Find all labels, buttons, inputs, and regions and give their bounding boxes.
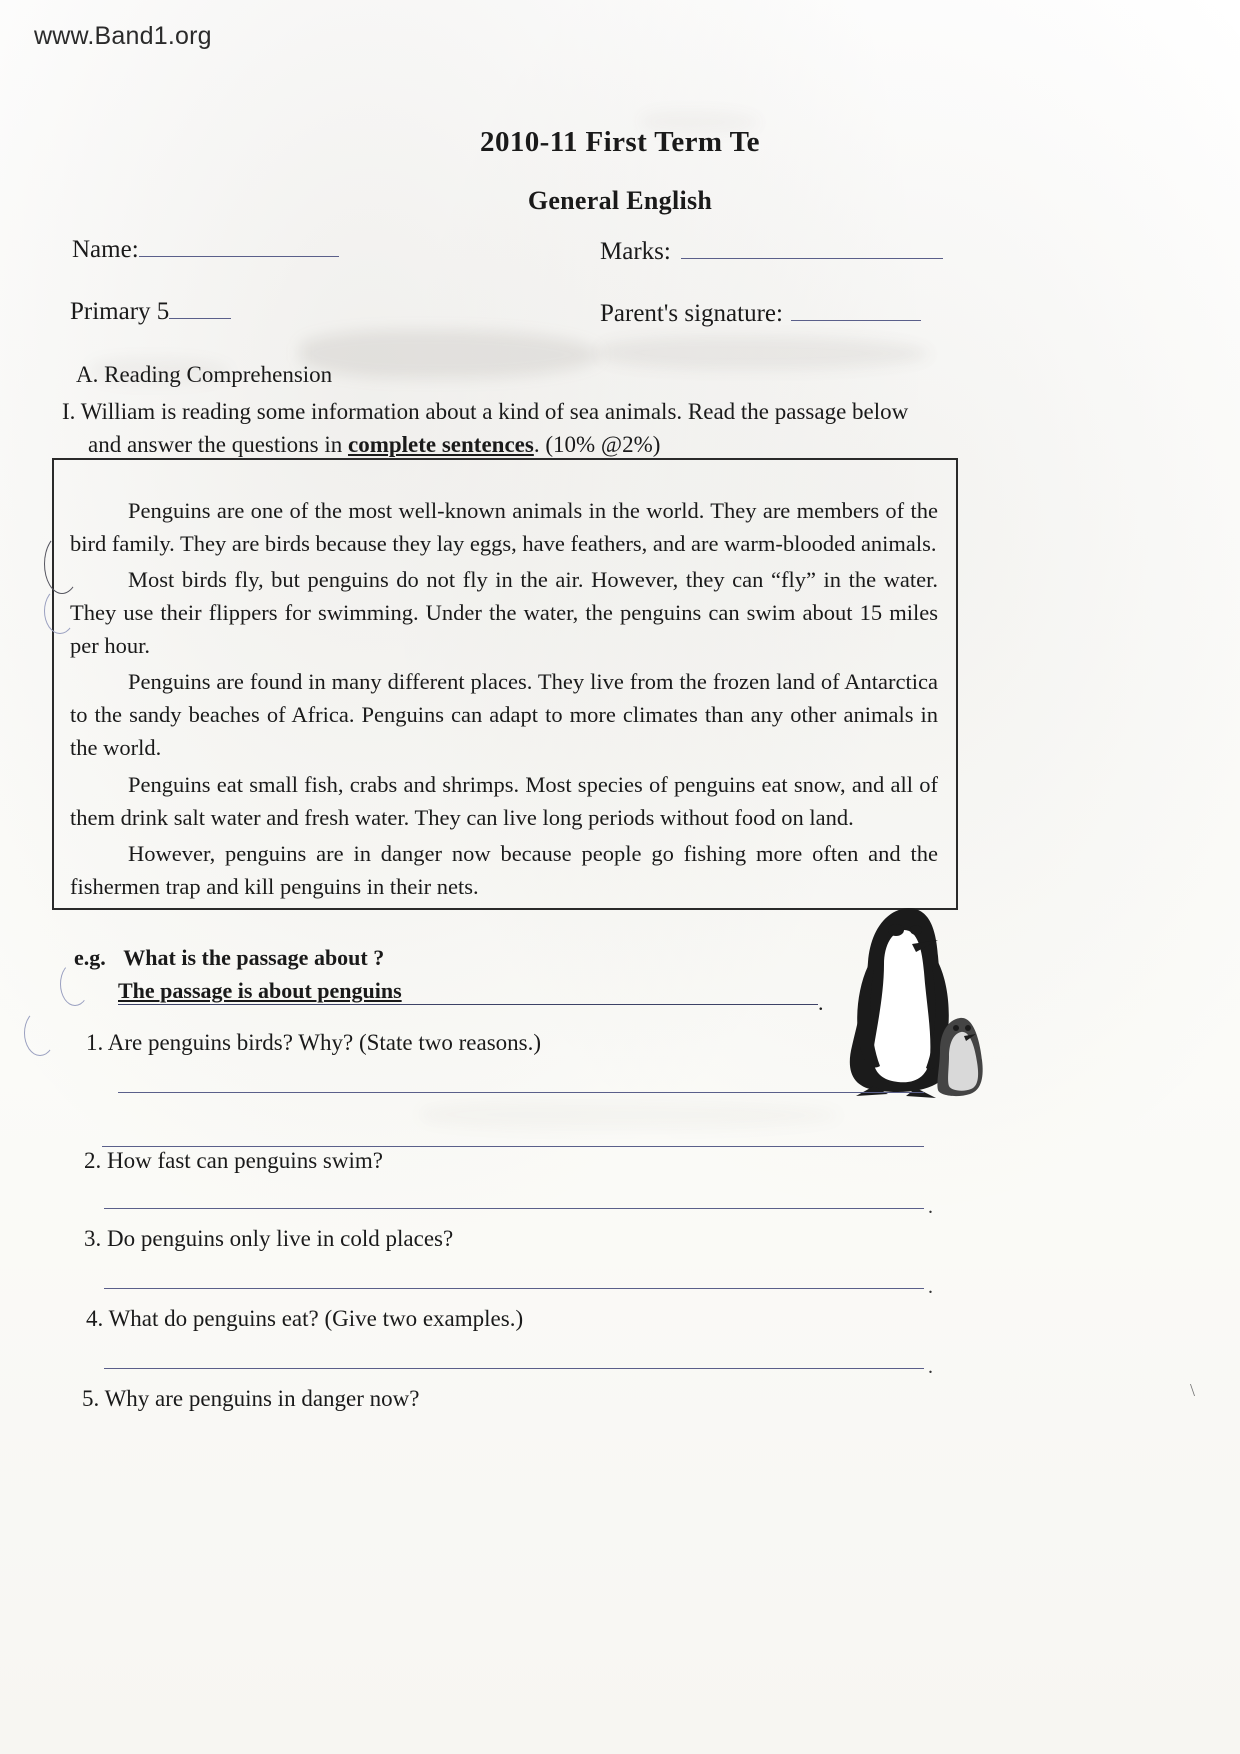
question-3-number: 3.	[84, 1226, 102, 1251]
passage-paragraph: Penguins are found in many different places. They live from the frozen land of Antarctica to the sandy beaches of Africa. Penguins can adapt to more climates than any other animals in the world.	[70, 669, 938, 761]
name-field[interactable]	[72, 236, 339, 264]
instruction-line-2-pre: and answer the questions in	[88, 431, 348, 457]
answer-line[interactable]	[104, 1288, 924, 1289]
question-4-text: What do penguins eat? (Give two examples.)	[108, 1306, 524, 1331]
page-subtitle: General English	[527, 186, 713, 215]
passage-paragraph: Penguins are one of the most well-known animals in the world. They are members of the bird family. They are birds because they lay eggs, have feathers, and are warm-blooded animals.	[70, 498, 938, 557]
parent-signature-rule[interactable]	[791, 300, 921, 321]
example-label: e.g.	[74, 945, 106, 970]
page-title-text: 2010-11 First Term Te	[480, 126, 760, 158]
example-question	[74, 945, 384, 971]
reading-passage-box	[52, 458, 958, 910]
answer-line-period: .	[928, 1356, 933, 1378]
question-3-text: Do penguins only live in cold places?	[107, 1226, 454, 1251]
answer-line[interactable]	[102, 1146, 924, 1147]
page-title	[0, 126, 1240, 159]
section-instructions	[62, 396, 962, 461]
question-5-number: 5.	[82, 1386, 100, 1411]
example-answer-period: .	[818, 990, 824, 1015]
section-heading: A. Reading Comprehension	[76, 362, 333, 387]
answer-line-period: .	[928, 1276, 933, 1298]
site-watermark: www.Band1.org	[34, 22, 212, 50]
answer-line[interactable]	[118, 1092, 924, 1093]
answer-line-period: .	[928, 1196, 933, 1218]
name-label: Name:	[72, 236, 139, 263]
scan-smudge	[300, 330, 600, 378]
answer-line[interactable]	[104, 1368, 924, 1369]
question-2-number: 2.	[84, 1148, 102, 1173]
parent-signature-label: Parent's signature:	[600, 300, 783, 327]
question-5-text: Why are penguins in danger now?	[104, 1386, 420, 1411]
question-2	[84, 1148, 383, 1174]
marks-input-rule[interactable]	[681, 238, 943, 259]
question-1-number: 1.	[86, 1030, 104, 1055]
class-field[interactable]	[70, 298, 231, 326]
passage-paragraph: Penguins eat small fish, crabs and shrimps. Most species of penguins eat snow, and all of them drink salt water and fresh water. They can live long periods without food on land.	[70, 771, 938, 830]
question-3	[84, 1226, 453, 1252]
scan-smudge	[420, 1100, 840, 1130]
page-edge-mark: \	[1190, 1380, 1196, 1400]
class-label: Primary 5	[70, 298, 170, 325]
example-answer-rule	[118, 1004, 818, 1005]
passage-paragraph: However, penguins are in danger now because people go fishing more often and the fishermen trap and kill penguins in their nets.	[70, 840, 938, 899]
question-5	[82, 1386, 419, 1412]
question-2-text: How fast can penguins swim?	[107, 1148, 383, 1173]
scan-smudge	[600, 336, 930, 370]
question-4-number: 4.	[86, 1306, 104, 1331]
instruction-line-2-post: . (10% @2%)	[533, 431, 661, 457]
parent-signature-field[interactable]	[600, 300, 921, 328]
passage-paragraph: Most birds fly, but penguins do not fly in the air. However, they can “fly” in the water. They use their flippers for swimming. Under the water, the penguins can swim about 15 miles per hour.	[70, 567, 938, 659]
pen-mark	[24, 1010, 56, 1056]
example-answer: The passage is about penguins	[118, 978, 402, 1003]
marks-label: Marks:	[600, 238, 671, 265]
name-input-rule[interactable]	[139, 236, 339, 257]
marks-field[interactable]	[600, 238, 943, 266]
example-question-text: What is the passage about ?	[123, 945, 385, 970]
answer-line[interactable]	[104, 1208, 924, 1209]
penguin-illustration	[812, 900, 1002, 1100]
class-input-rule[interactable]	[169, 298, 231, 319]
question-4	[86, 1306, 523, 1332]
instruction-line-2	[62, 429, 962, 462]
instruction-emphasis: complete sentences	[347, 431, 534, 457]
question-1-text: Are penguins birds? Why? (State two reasons.)	[107, 1030, 542, 1055]
instruction-line-1: I. William is reading some information about a kind of sea animals. Read the passage below	[62, 399, 909, 424]
question-1	[86, 1030, 541, 1056]
